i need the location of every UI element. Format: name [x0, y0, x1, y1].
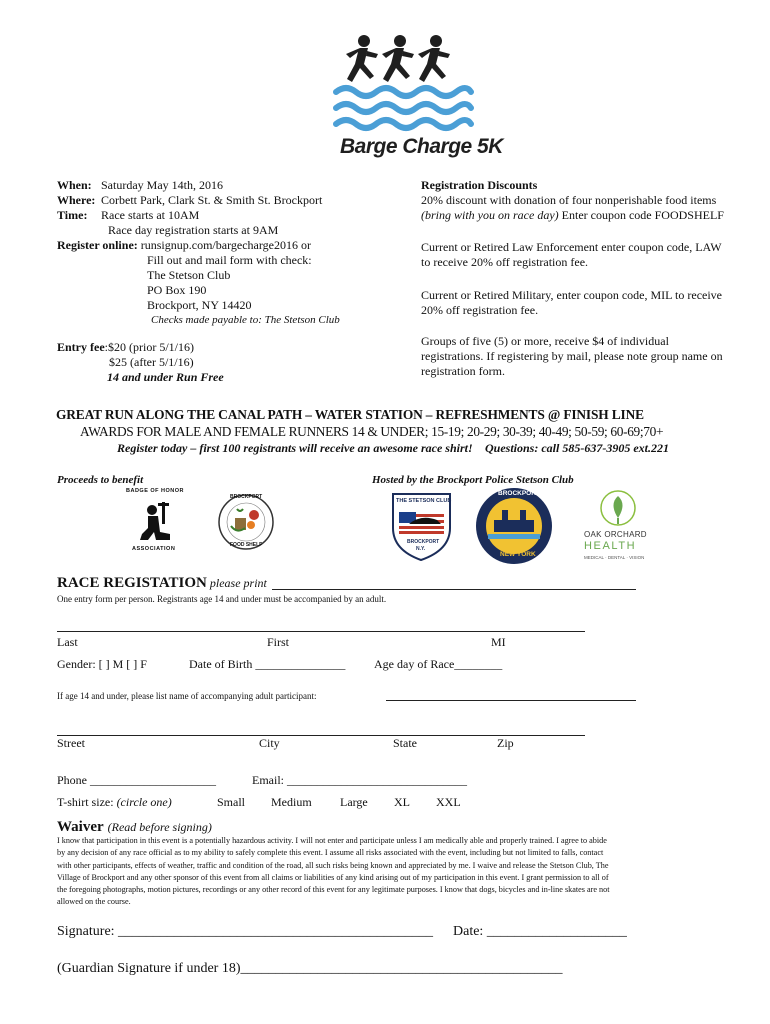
registration-discounts: [421, 178, 751, 379]
oak-health-text: HEALTH: [584, 540, 637, 552]
village-top-text: BROCKPORT: [498, 490, 540, 497]
oak-name-text: OAK ORCHARD: [584, 530, 647, 539]
mail-line: Brockport, NY 14420: [147, 298, 252, 312]
signature-field[interactable]: Signature: _____________________________________________: [57, 924, 434, 939]
zip-label: Zip: [497, 736, 514, 750]
waiver-line: the foregoing photographs, motion pictures, recordings or any other record of this event for any legitimate purposes. I know that dogs, bicycles and in-line skates are not: [57, 885, 610, 895]
size-small[interactable]: Small: [217, 795, 246, 809]
oak-leaf-icon: [583, 488, 653, 528]
village-brockport-logo: [474, 486, 554, 566]
form-title: [57, 574, 267, 592]
discount-food-code: Enter coupon code FOODSHELF: [558, 208, 724, 222]
stetson-club-logo: [389, 488, 454, 563]
email-field[interactable]: Email: ______________________________: [252, 773, 467, 787]
mail-line: Fill out and mail form with check:: [147, 253, 312, 267]
gender-field[interactable]: Gender: [ ] M [ ] F: [57, 657, 147, 671]
discount-group-3: registration form.: [421, 364, 505, 378]
discount-food-note: (bring with you on race day): [421, 208, 559, 222]
name-field-line[interactable]: [57, 631, 585, 632]
hosted-label: Hosted by the Brockport Police Stetson Club: [372, 474, 574, 486]
please-print: please print: [206, 576, 267, 590]
waiver-line: allowed on the course.: [57, 897, 131, 907]
village-bottom-text: NEW YORK: [500, 551, 536, 558]
where-label: Where:: [57, 193, 96, 207]
headline: GREAT RUN ALONG THE CANAL PATH – WATER STATION – REFRESHMENTS @ FINISH LINE: [56, 407, 644, 422]
state-label: State: [393, 736, 417, 750]
runners-waves-icon: [328, 32, 478, 144]
form-title-line: [272, 589, 636, 590]
time-label: Time:: [57, 208, 88, 222]
waiver-line: I know that participation in this event is a potentially hazardous activity. I will not enter and participate unless I am medically able and properly trained. I agree to abide: [57, 836, 607, 845]
first-name-label: First: [267, 635, 290, 649]
adult-note: If age 14 and under, please list name of accompanying adult participant:: [57, 691, 317, 701]
mail-line: The Stetson Club: [147, 268, 231, 282]
food-shelf-top-text: BROCKPORT: [230, 494, 263, 500]
waiver-line: with other participants, effects of weather, traffic and condition of the road, all such risks being known and appreciated by me. I waive and release the Stetson Club, The: [57, 860, 609, 870]
city-label: City: [259, 736, 280, 750]
discount-food: 20% discount with donation of four nonperishable food items: [421, 193, 717, 207]
fee-kids: 14 and under Run Free: [107, 370, 224, 384]
entry-fee: [57, 340, 307, 385]
food-shelf-logo: [217, 493, 275, 551]
stetson-top-text: THE STETSON CLUB: [396, 498, 452, 504]
when-label: When:: [57, 178, 92, 192]
form-note: One entry form per person. Registrants age 14 and under must be accompanied by an adult.: [57, 594, 387, 604]
waiver-line: Village of Brockport and any other sponsor of this event from all claims or liabilities of any kind arising out of my participation in this event. I grant permission to all of: [57, 872, 609, 882]
mail-line: PO Box 190: [147, 283, 207, 297]
phone-field[interactable]: Phone _____________________: [57, 773, 216, 787]
middle-initial-label: MI: [491, 635, 506, 649]
fee-late: $25 (after 5/1/16): [109, 355, 194, 369]
online-label: Register online:: [57, 238, 138, 252]
race-logo: [328, 32, 503, 162]
discount-military: Current or Retired Military, enter coupon code, MIL to receive: [421, 288, 723, 302]
fee-label: Entry fee: [57, 340, 105, 354]
event-date: Saturday May 14th, 2016: [101, 178, 223, 192]
race-title: Barge Charge 5K: [340, 135, 503, 158]
size-xl[interactable]: XL: [394, 795, 410, 809]
online-registration: runsignup.com/bargecharge2016 or: [140, 238, 311, 252]
waiver-subtitle: (Read before signing): [107, 820, 212, 834]
food-shelf-bottom-text: FOOD SHELF: [230, 542, 263, 548]
awards: AWARDS FOR MALE AND FEMALE RUNNERS 14 & UNDER; 15-19; 20-29; 30-39; 40-49; 50-59; 60-69;70+: [80, 424, 664, 439]
discount-law: Current or Retired Law Enforcement enter coupon code, LAW: [421, 240, 722, 254]
waiver-title-text: Waiver: [57, 819, 104, 835]
questions: Questions: call 585-637-3905 ext.221: [485, 441, 669, 455]
oak-sub-text: MEDICAL · DENTAL · VISION: [584, 555, 645, 560]
badge-of-honor-logo: [118, 488, 193, 558]
waiver-title: [57, 818, 212, 836]
age-field[interactable]: Age day of Race________: [374, 657, 503, 671]
badge-bottom-text: ASSOCIATION: [132, 546, 176, 552]
badge-top-text: BADGE OF HONOR: [126, 488, 185, 494]
circle-one: (circle one): [116, 795, 172, 809]
adult-name-line[interactable]: [386, 700, 636, 701]
discount-military-2: 20% off registration fee.: [421, 303, 539, 317]
last-name-label: Last: [57, 635, 78, 649]
street-label: Street: [57, 736, 85, 750]
event-time: Race starts at 10AM: [101, 208, 200, 222]
dayof-registration: Race day registration starts at 9AM: [108, 223, 279, 237]
fee-early: :$20 (prior 5/1/16): [104, 340, 194, 354]
oak-orchard-logo: [583, 488, 653, 568]
dob-field[interactable]: Date of Birth _______________: [189, 657, 346, 671]
discounts-title: Registration Discounts: [421, 178, 538, 192]
stetson-bottom-text: BROCKPORT: [407, 539, 440, 545]
tshirt-label: [57, 795, 172, 810]
size-medium[interactable]: Medium: [271, 795, 312, 809]
register-today: Register today – first 100 registrants will receive an awesome race shirt!: [117, 441, 473, 455]
proceeds-label: Proceeds to benefit: [57, 474, 144, 486]
checks-payable: Checks made payable to: The Stetson Club: [151, 314, 340, 326]
form-title-text: RACE REGISTATION: [57, 575, 207, 591]
waiver-line: by any decision of any race official as to my ability to safely complete this event. I assume all risks associated with the event, including but not limited to falls, contact: [57, 848, 604, 858]
discount-group-2: registrations. If registering by mail, please note group name on: [421, 349, 723, 363]
event-info: [57, 178, 387, 327]
size-xxl[interactable]: XXL: [436, 795, 461, 809]
discount-group: Groups of five (5) or more, receive $4 of individual: [421, 334, 669, 348]
stetson-ny-text: N.Y.: [416, 546, 426, 552]
discount-law-2: to receive 20% off registration fee.: [421, 255, 589, 269]
date-field[interactable]: Date: ____________________: [453, 924, 627, 939]
guardian-signature-field[interactable]: (Guardian Signature if under 18)______________________________________________: [57, 961, 563, 976]
size-large[interactable]: Large: [340, 795, 368, 809]
tshirt-text: T-shirt size:: [57, 795, 114, 809]
event-location: Corbett Park, Clark St. & Smith St. Brockport: [101, 193, 323, 207]
waiver-text: [57, 835, 747, 909]
